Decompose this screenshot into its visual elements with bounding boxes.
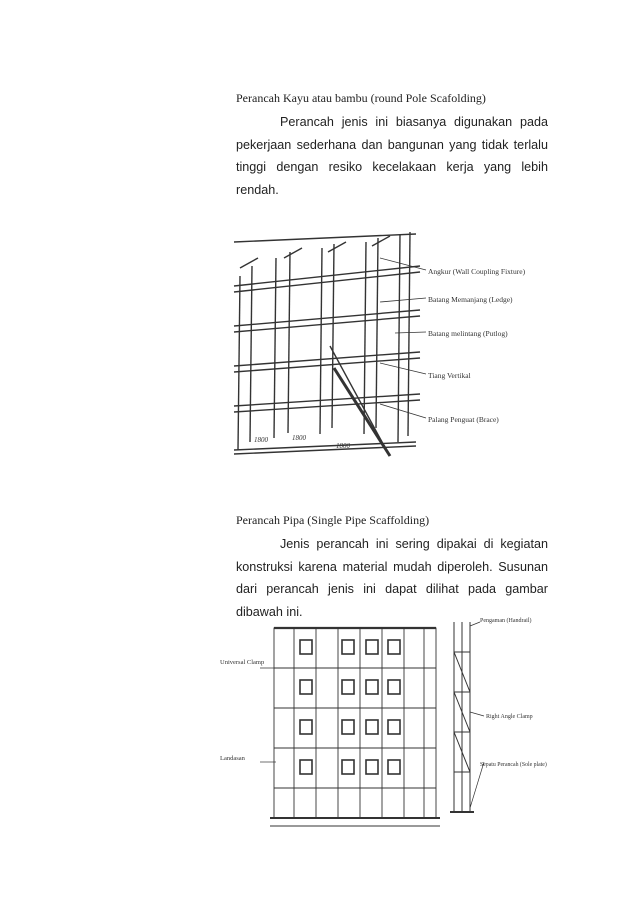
single-pipe-scaffolding-figure — [218, 612, 548, 834]
label-ledge: Batang Memanjang (Ledge) — [428, 295, 513, 304]
label-tiang-vertikal: Tiang Vertikal — [428, 371, 471, 380]
label-right-angle-clamp: Right Angle Clamp — [486, 714, 533, 720]
round-pole-scaffolding-figure — [230, 228, 555, 464]
label-handrail: Pengaman (Handrail) — [480, 618, 532, 624]
label-putlog: Batang melintang (Putlog) — [428, 329, 508, 338]
label-sole-plate: Sepatu Perancah (Sole plate) — [480, 762, 547, 768]
label-universal-clamp: Universal Clamp — [220, 659, 265, 666]
section1-paragraph: Perancah jenis ini biasanya digunakan pada pekerjaan sederhana dan bangunan yang tidak terlalu tinggi dengan resiko kecelakaan kerja yang lebih rendah. — [236, 115, 548, 197]
dimension-2: 1800 — [292, 434, 306, 442]
label-brace: Palang Penguat (Brace) — [428, 415, 499, 424]
label-landasan: Landasan — [220, 755, 245, 762]
label-angkur: Angkur (Wall Coupling Fixture) — [428, 267, 526, 276]
section1-heading: Perancah Kayu atau bambu (round Pole Scafolding) — [236, 91, 486, 105]
section2-paragraph: Jenis perancah ini sering dipakai di kegiatan konstruksi karena material mudah diperoleh. Susunan dari perancah jenis ini dapat dilihat pada gambar dibawah ini. — [236, 537, 548, 619]
dimension-3: 1800 — [336, 442, 350, 450]
section2-heading: Perancah Pipa (Single Pipe Scaffolding) — [236, 513, 430, 527]
dimension-1: 1800 — [254, 436, 268, 444]
